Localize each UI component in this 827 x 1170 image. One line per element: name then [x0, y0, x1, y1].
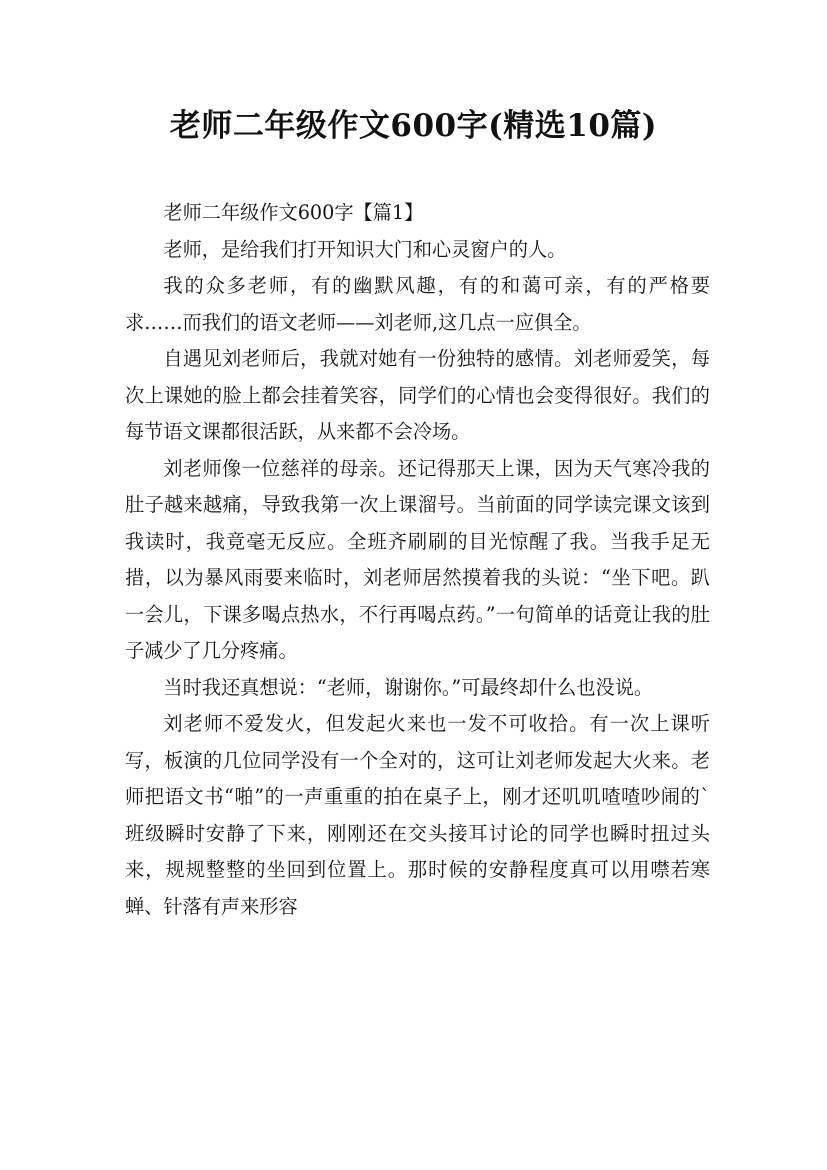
paragraph: 老师，是给我们打开知识大门和心灵窗户的人。: [163, 237, 567, 261]
document-body: [125, 195, 710, 925]
paragraph: 当时我还真想说：“老师，谢谢你。”可最终却什么也没说。: [163, 675, 654, 699]
document-title: 老师二年级作文600字(精选10篇): [169, 108, 658, 144]
section-heading: 老师二年级作文600字【篇1】: [163, 201, 424, 224]
paragraph: 刘老师不爱发火，但发起火来也一发不可收拾。有一次上课听写，板演的几位同学没有一个全对的，这可让刘老师发起大火来。老师把语文书“啪”的一声重重的拍在桌子上，刚才还叽叽喳喳吵闹的`班级瞬时安静了下来，刚刚还在交头接耳讨论的同学也瞬时扭过头来，规规整整的坐回到位置上。那时候的安静程度真可以用噤若寒蝉、针落有声来形容: [125, 712, 710, 918]
paragraph: 自遇见刘老师后，我就对她有一份独特的感情。刘老师爱笑，每次上课她的脸上都会挂着笑容，同学们的心情也会变得很好。我们的每节语文课都很活跃，从来都不会冷场。: [125, 347, 710, 443]
paragraph: 刘老师像一位慈祥的母亲。还记得那天上课，因为天气寒冷我的肚子越来越痛，导致我第一次上课溜号。当前面的同学读完课文该到我读时，我竟毫无反应。全班齐刷刷的目光惊醒了我。当我手足无措，以为暴风雨要来临时，刘老师居然摸着我的头说：“坐下吧。趴一会儿，下课多喝点热水，不行再喝点药。”一句简单的话竟让我的肚子减少了几分疼痛。: [125, 456, 710, 662]
paragraph: 我的众多老师，有的幽默风趣，有的和蔼可亲，有的严格要求……而我们的语文老师——刘老师,这几点一应俱全。: [125, 274, 710, 334]
